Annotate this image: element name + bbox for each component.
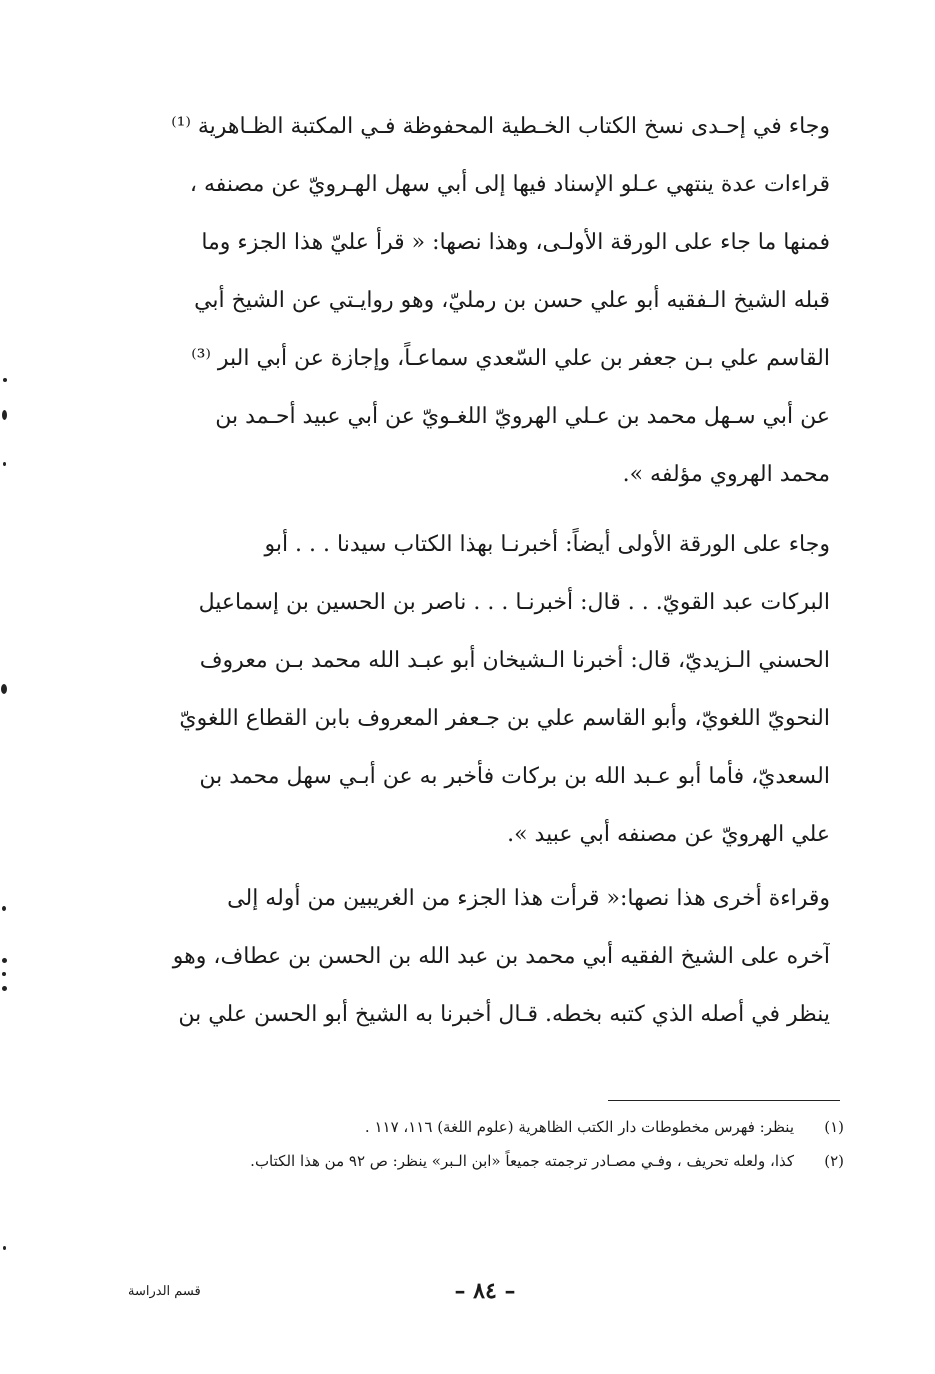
page-footer (0, 1278, 935, 1308)
text-line: وجاء على الورقة الأولى أيضاً: أخبرنـا بهذا الكتاب سيدنا . . . أبو (264, 532, 830, 557)
text-line: الحسني الـزيديّ، قال: أخبرنا الـشيخان أبو عبـد الله محمد بـن معروف (199, 648, 830, 673)
scan-speck (2, 410, 7, 420)
footnotes (118, 1112, 844, 1180)
text-line: محمد الهروي مؤلفه ». (622, 462, 830, 487)
section-name: قسم الدراسة (128, 1284, 201, 1299)
scan-speck (2, 986, 7, 991)
paragraph-1 (118, 98, 830, 504)
footnote-1 (118, 1112, 844, 1142)
text-line: السعديّ، فأما أبو عـبد الله بن بركات فأخبر به عن أبـي سهل محمد بن (199, 764, 830, 789)
scan-speck (1, 684, 7, 694)
text-line: آخره على الشيخ الفقيه أبي محمد بن عبد الله بن الحسن بن عطاف، وهو (172, 944, 830, 969)
text-line: علي الهرويّ عن مصنفه أبي عبيد ». (507, 822, 830, 847)
text-line: ينظر في أصله الذي كتبه بخطه. قـال أخبرنا به الشيخ أبو الحسن علي بن (178, 1002, 830, 1027)
scan-speck (3, 462, 6, 466)
paragraph-2 (118, 516, 830, 864)
footnote-2 (118, 1146, 844, 1176)
footnote-number: (٢) (824, 1152, 844, 1170)
text-line: القاسم علي بـن جعفر بن علي السّعدي سماعـاً، وإجازة عن أبي البر ⁽³⁾ (191, 346, 830, 371)
text-line: قراءات عدة ينتهي عـلو الإسناد فيها إلى أبي سهل الهـرويّ عن مصنفه ، (189, 172, 830, 197)
scan-speck (3, 1246, 6, 1250)
text-line: النحويّ اللغويّ، وأبو القاسم علي بن جـعفر المعروف بابن القطاع اللغويّ (179, 706, 830, 731)
footnote-number: (١) (824, 1118, 844, 1136)
text-line: البركات عبد القويّ. . . قال: أخبرنـا . . . ناصر بن الحسين بن إسماعيل (198, 590, 830, 615)
scan-speck (2, 906, 6, 911)
footnote-divider (608, 1100, 840, 1101)
page-number: – ٨٤ – (454, 1278, 516, 1304)
footnote-text: ينظر: فهرس مخطوطات دار الكتب الظاهرية (علوم اللغة) ١١٦، ١١٧ . (364, 1118, 794, 1136)
text-line: وجاء في إحـدى نسخ الكتاب الخـطية المحفوظة فـي المكتبة الظـاهرية ⁽¹⁾ (171, 114, 830, 139)
footnote-text: كذا، ولعله تحريف ، وفـي مصـادر ترجمته جميعاً «ابن الـبر» ينظر: ص ٩٢ من هذا الكتاب. (250, 1152, 794, 1170)
scan-speck (2, 972, 6, 976)
paragraph-3 (118, 870, 830, 1044)
text-line: وقراءة أخرى هذا نصها:« قرأت هذا الجزء من الغريبين من أوله إلى (227, 886, 830, 911)
text-line: عن أبي سـهل محمد بن عـلي الهرويّ اللغـويّ عن أبي عبيد أحـمد بن (215, 404, 830, 429)
scan-speck (2, 958, 7, 963)
text-line: فمنها ما جاء على الورقة الأولـى، وهذا نصها: « قرأ عليّ هذا الجزء وما (201, 230, 830, 255)
text-line: قبله الشيخ الـفقيه أبو علي حسن بن رمليّ، وهو روايـتي عن الشيخ أبي (194, 288, 830, 313)
scan-speck (3, 378, 7, 382)
